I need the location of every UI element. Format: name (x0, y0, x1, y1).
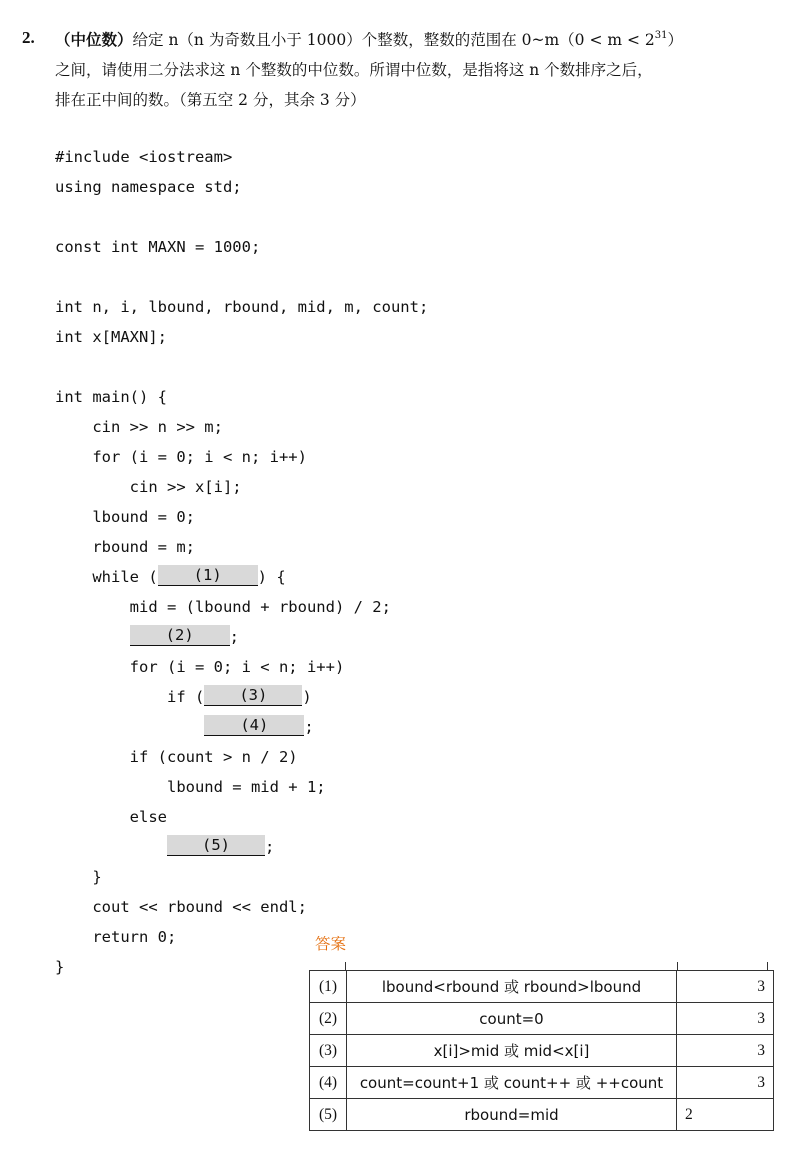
blank-3: (3) (204, 685, 302, 706)
answer-option: ++count (595, 1074, 664, 1092)
answer-score: 3 (677, 1003, 774, 1035)
table-tick (767, 962, 768, 970)
answer-text (347, 1067, 677, 1099)
answer-text (347, 1035, 677, 1067)
code-fragment (55, 838, 167, 856)
answer-option: count++ (503, 1074, 572, 1092)
answer-id: (4) (310, 1067, 347, 1099)
code-line: } (55, 958, 65, 976)
answer-option: count=0 (479, 1009, 544, 1028)
code-line: const int MAXN = 1000; (55, 238, 261, 256)
code-line: cout << rbound << endl; (55, 898, 307, 916)
answer-row (310, 1003, 774, 1035)
answer-or: 或 (571, 1074, 596, 1092)
answer-option: count=count+1 (359, 1074, 480, 1092)
blank-4: (4) (204, 715, 304, 736)
code-fragment: while ( (55, 568, 158, 586)
answer-option: rbound=mid (464, 1105, 559, 1124)
answer-option: x[i]>mid (433, 1042, 500, 1060)
code-line-if (55, 682, 428, 712)
code-fragment: ; (264, 838, 275, 856)
answer-row (310, 971, 774, 1003)
answer-option: lbound<rbound (381, 978, 500, 996)
code-line: int x[MAXN]; (55, 328, 167, 346)
code-line: return 0; (55, 928, 177, 946)
table-tick (677, 962, 678, 970)
answer-score: 2 (677, 1099, 774, 1131)
answer-row (310, 1099, 774, 1131)
answer-score: 3 (677, 1067, 774, 1099)
question-text-1: 给定 n（n 为奇数且小于 1000）个整数，整数的范围在 0~m（0 < m < 2 (132, 31, 655, 49)
answer-option: rbound>lbound (523, 978, 642, 996)
question-line-1 (55, 28, 683, 50)
blank-1: (1) (158, 565, 258, 586)
code-line: lbound = mid + 1; (55, 778, 326, 796)
answer-or: 或 (499, 978, 524, 996)
code-fragment: ; (304, 718, 314, 736)
answer-row (310, 1067, 774, 1099)
code-line-while (55, 562, 428, 592)
answer-id: (1) (310, 971, 347, 1003)
code-fragment (55, 718, 204, 736)
answer-text (347, 1099, 677, 1131)
code-line: else (55, 808, 167, 826)
answer-score: 3 (677, 971, 774, 1003)
code-blank-line (55, 202, 428, 232)
code-line-blank-5 (55, 832, 428, 862)
code-fragment (55, 628, 130, 646)
answer-id: (5) (310, 1099, 347, 1131)
code-line: cin >> x[i]; (55, 478, 242, 496)
answer-id: (2) (310, 1003, 347, 1035)
question-line-3: 排在正中间的数。（第五空 2 分，其余 3 分） (55, 91, 366, 109)
blank-5: (5) (167, 835, 265, 856)
code-line: cin >> n >> m; (55, 418, 223, 436)
answer-text (347, 1003, 677, 1035)
answer-option: mid<x[i] (523, 1042, 590, 1060)
code-line: mid = (lbound + rbound) / 2; (55, 598, 391, 616)
question-line-2: 之间，请使用二分法求这 n 个整数的中位数。所谓中位数，是指将这 n 个数排序之后， (55, 61, 653, 79)
answer-score: 3 (677, 1035, 774, 1067)
answer-table (309, 970, 774, 1131)
answer-or: 或 (499, 1042, 524, 1060)
answer-id: (3) (310, 1035, 347, 1067)
code-line: rbound = m; (55, 538, 195, 556)
code-blank-line (55, 352, 428, 382)
code-blank-line (55, 262, 428, 292)
code-line-blank-2 (55, 622, 428, 652)
question-text-1-end: ） (667, 31, 684, 49)
answer-row (310, 1035, 774, 1067)
answer-title: 答案 (315, 935, 347, 953)
code-line: for (i = 0; i < n; i++) (55, 658, 345, 676)
code-fragment: ) (302, 688, 312, 706)
answer-text (347, 971, 677, 1003)
code-line: lbound = 0; (55, 508, 195, 526)
code-line: using namespace std; (55, 178, 242, 196)
question-tag: （中位数） (55, 30, 133, 49)
code-fragment: ; (229, 628, 239, 646)
code-line: int n, i, lbound, rbound, mid, m, count; (55, 298, 429, 316)
code-line: } (55, 868, 102, 886)
code-line: for (i = 0; i < n; i++) (55, 448, 307, 466)
answer-or: 或 (479, 1074, 504, 1092)
exponent: 31 (654, 30, 668, 41)
code-fragment: ) { (257, 568, 286, 586)
question-number: 2. (22, 28, 35, 47)
code-fragment: if ( (55, 688, 205, 706)
code-line: int main() { (55, 388, 167, 406)
blank-2: (2) (130, 625, 230, 646)
code-line-blank-4 (55, 712, 428, 742)
code-line: #include <iostream> (55, 148, 233, 166)
table-tick (345, 962, 346, 970)
code-block (55, 142, 428, 982)
code-line: if (count > n / 2) (55, 748, 298, 766)
